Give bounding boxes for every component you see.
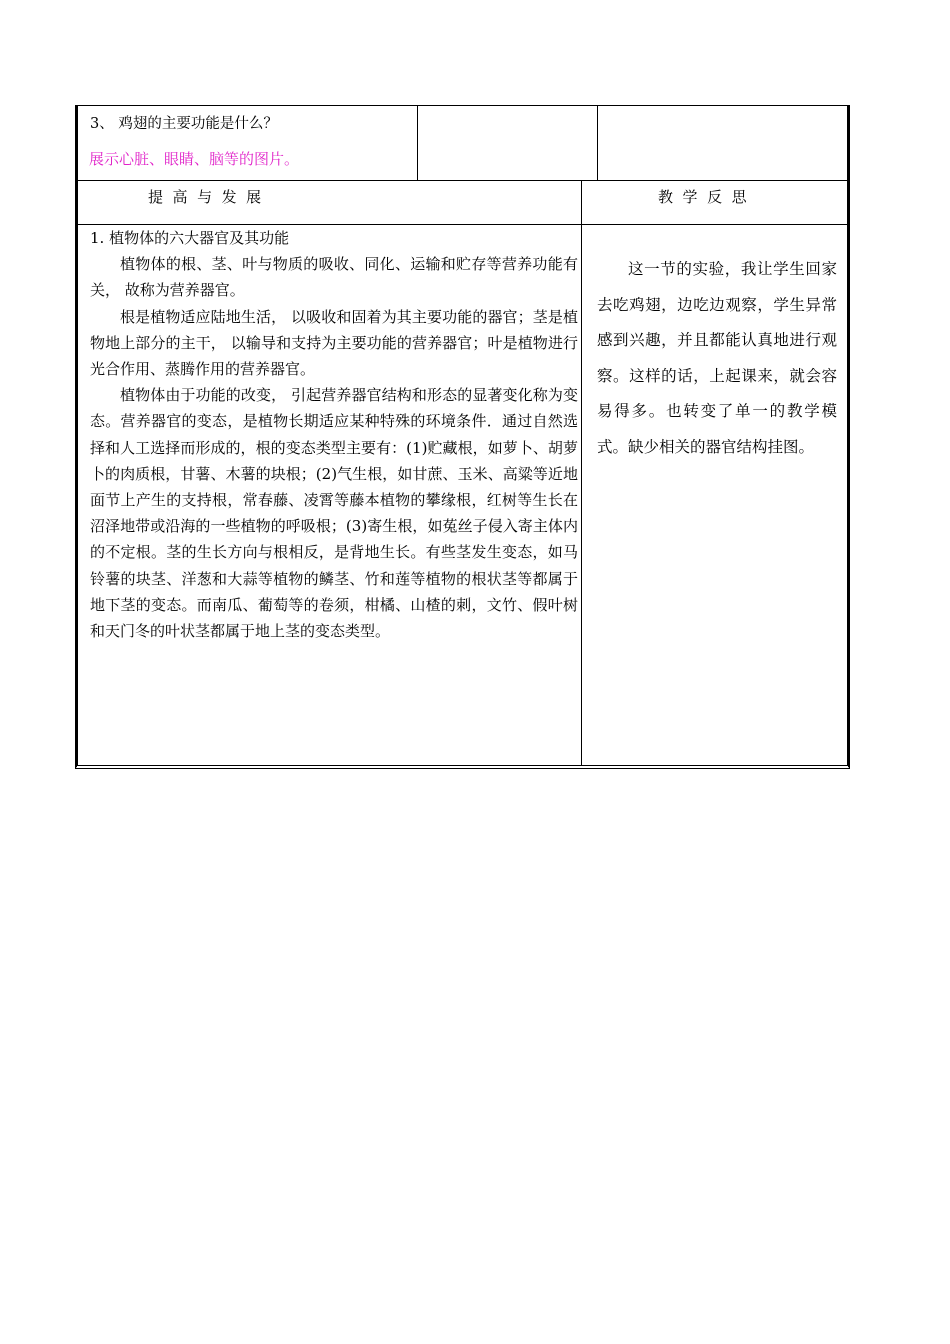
row1-divider-2 xyxy=(597,106,598,181)
empty-cell-middle xyxy=(418,106,598,181)
main-paragraph-1: 植物体的根、茎、叶与物质的吸收、同化、运输和贮存等营养功能有关， 故称为营养器官。 xyxy=(90,255,578,300)
main-paragraph-2: 根是植物适应陆地生活， 以吸收和固着为其主要功能的器官；茎是植物地上部分的主干， 以输导和支持为主要功能的营养器官；叶是植物进行光合作用、蒸腾作用的营养器官。 xyxy=(90,307,578,379)
header-teaching-reflection: 教 学 反 思 xyxy=(658,188,747,206)
question-text: 3、 鸡翅的主要功能是什么？ xyxy=(90,116,278,132)
main-paragraph-3: 植物体由于功能的改变， 引起营养器官结构和形态的显著变化称为变态。营养器官的变态，是植物长期适应某种特殊的环境条件．通过自然选择和人工选择而形成的，根的变态类型主要有：(1)贮藏根，如萝卜、胡萝卜的肉质根，甘薯、木薯的块根；(2)气生根，如甘蔗、玉米、高粱等近地面节上产生的支持根，常春藤、凌霄等藤本植物的攀缘根，红树等生长在沼泽地带或沿海的一些植物的呼吸根；(3)寄生根，如菟丝子侵入寄主体内的不定根。茎的生长方向与根相反，是背地生长。有些茎发生变态，如马铃薯的块茎、洋葱和大蒜等植物的鳞茎、竹和莲等植物的根状茎等都属于地下茎的变态。而南瓜、葡萄等的卷须，柑橘、山楂的刺，文竹、假叶树和天门冬的叶状茎都属于地上茎的变态类型。 xyxy=(90,386,578,641)
row1-divider-1 xyxy=(417,106,418,181)
row1-bottom-border xyxy=(78,180,847,181)
main-content xyxy=(90,225,578,644)
reflection-text: 这一节的实验，我让学生回家去吃鸡翅，边吃边观察，学生异常感到兴趣，并且都能认真地进行观察。这样的话，上起课来，就会容易得多。也转变了单一的教学模式。缺少相关的器官结构挂图。 xyxy=(597,260,837,456)
main-heading: 1. 植物体的六大器官及其功能 xyxy=(90,229,290,247)
empty-cell-right xyxy=(598,106,847,181)
question-cell xyxy=(78,106,418,181)
show-images-note: 展示心脏、眼睛、脑等的图片。 xyxy=(89,150,300,168)
lesson-table xyxy=(75,105,850,769)
main-column-divider xyxy=(581,180,582,766)
header-improve-develop: 提 高 与 发 展 xyxy=(148,188,262,206)
